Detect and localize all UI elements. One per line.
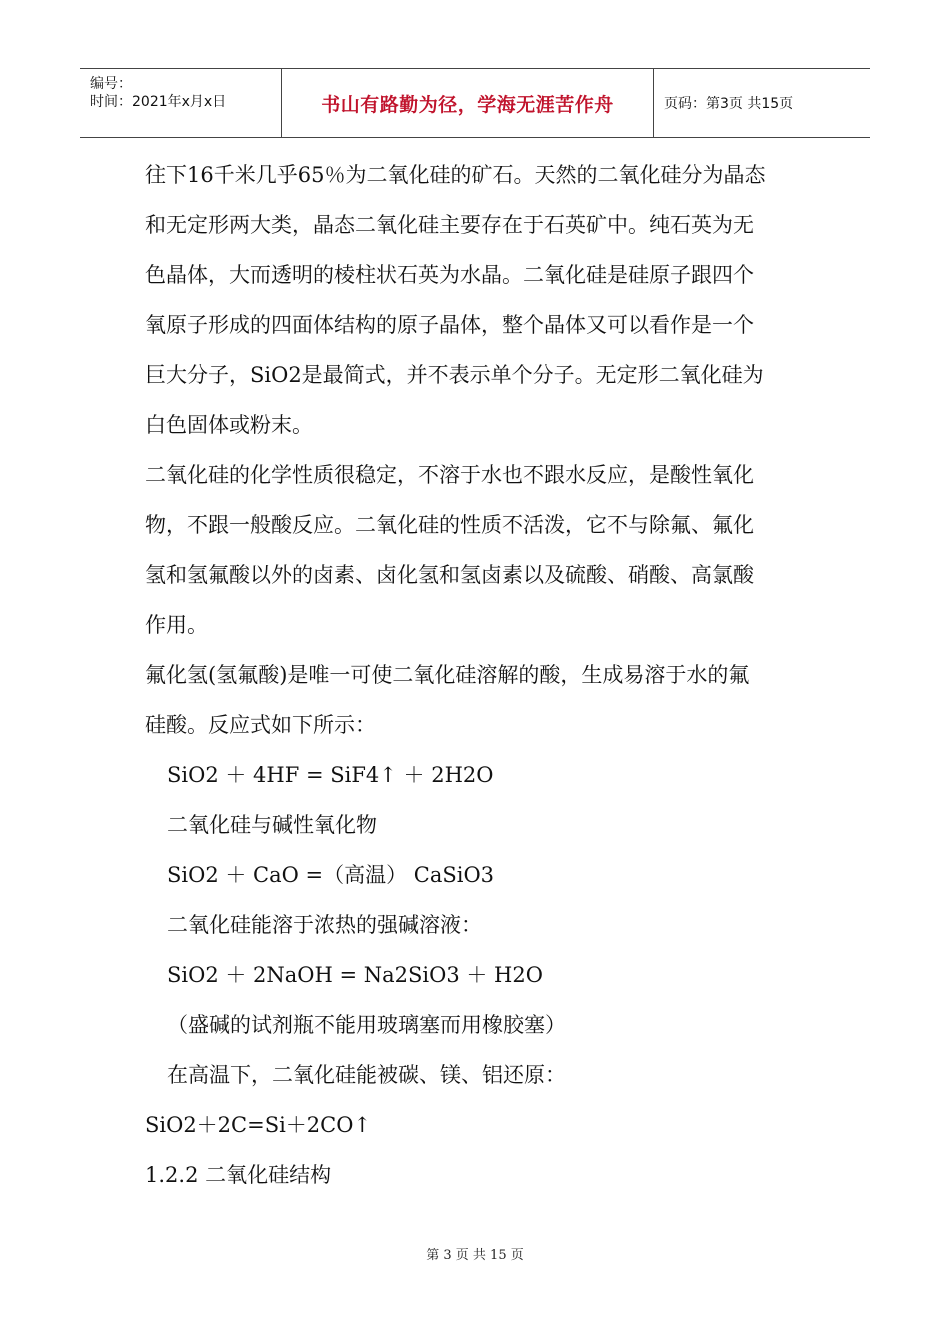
- body-line: 二氧化硅与碱性氧化物: [167, 813, 377, 837]
- number-label: 编号：: [90, 76, 132, 92]
- page-footer: 第 3 页 共 15 页: [426, 1248, 524, 1263]
- body-line: 和无定形两大类，晶态二氧化硅主要存在于石英矿中。纯石英为无: [145, 213, 754, 237]
- body-line: 二氧化硅的化学性质很稳定，不溶于水也不跟水反应，是酸性氧化: [145, 463, 754, 487]
- equation-line: SiO2 ＋ CaO =（高温） CaSiO3: [167, 863, 495, 887]
- equation-line: SiO2 ＋ 2NaOH = Na2SiO3 ＋ H2O: [167, 963, 543, 987]
- body-line: 白色固体或粉末。: [145, 413, 313, 437]
- header-page-info: 页码：第3页 共15页: [664, 96, 794, 112]
- body-line: 硅酸。反应式如下所示：: [145, 713, 376, 737]
- section-heading: 1.2.2 二氧化硅结构: [145, 1163, 332, 1187]
- body-line: 色晶体，大而透明的棱柱状石英为水晶。二氧化硅是硅原子跟四个: [145, 263, 754, 287]
- header-page-cell: [654, 69, 870, 137]
- body-line: 往下16千米几乎65％为二氧化硅的矿石。天然的二氧化硅分为晶态: [145, 163, 766, 187]
- equation-line: SiO2 ＋ 4HF = SiF4↑ ＋ 2H2O: [167, 763, 494, 787]
- document-header: [80, 68, 870, 138]
- body-line: 巨大分子，SiO2是最简式，并不表示单个分子。无定形二氧化硅为: [145, 363, 764, 387]
- body-line: 在高温下，二氧化硅能被碳、镁、铝还原：: [167, 1063, 566, 1087]
- body-line: 二氧化硅能溶于浓热的强碱溶液：: [167, 913, 482, 937]
- body-line: 氧原子形成的四面体结构的原子晶体，整个晶体又可以看作是一个: [145, 313, 754, 337]
- equation-line: SiO2＋2C=Si＋2CO↑: [145, 1113, 372, 1137]
- body-line: 氢和氢氟酸以外的卤素、卤化氢和氢卤素以及硫酸、硝酸、高氯酸: [145, 563, 754, 587]
- body-line: 物，不跟一般酸反应。二氧化硅的性质不活泼，它不与除氟、氟化: [145, 513, 754, 537]
- body-line: （盛碱的试剂瓶不能用玻璃塞而用橡胶塞）: [167, 1013, 566, 1037]
- header-motto: 书山有路勤为径，学海无涯苦作舟: [321, 93, 614, 116]
- header-motto-cell: [282, 69, 654, 137]
- body-line: 氟化氢(氢氟酸)是唯一可使二氧化硅溶解的酸，生成易溶于水的氟: [145, 663, 750, 687]
- header-meta-cell: [80, 69, 282, 137]
- body-line: 作用。: [145, 613, 208, 637]
- time-label: 时间：2021年x月x日: [90, 94, 227, 110]
